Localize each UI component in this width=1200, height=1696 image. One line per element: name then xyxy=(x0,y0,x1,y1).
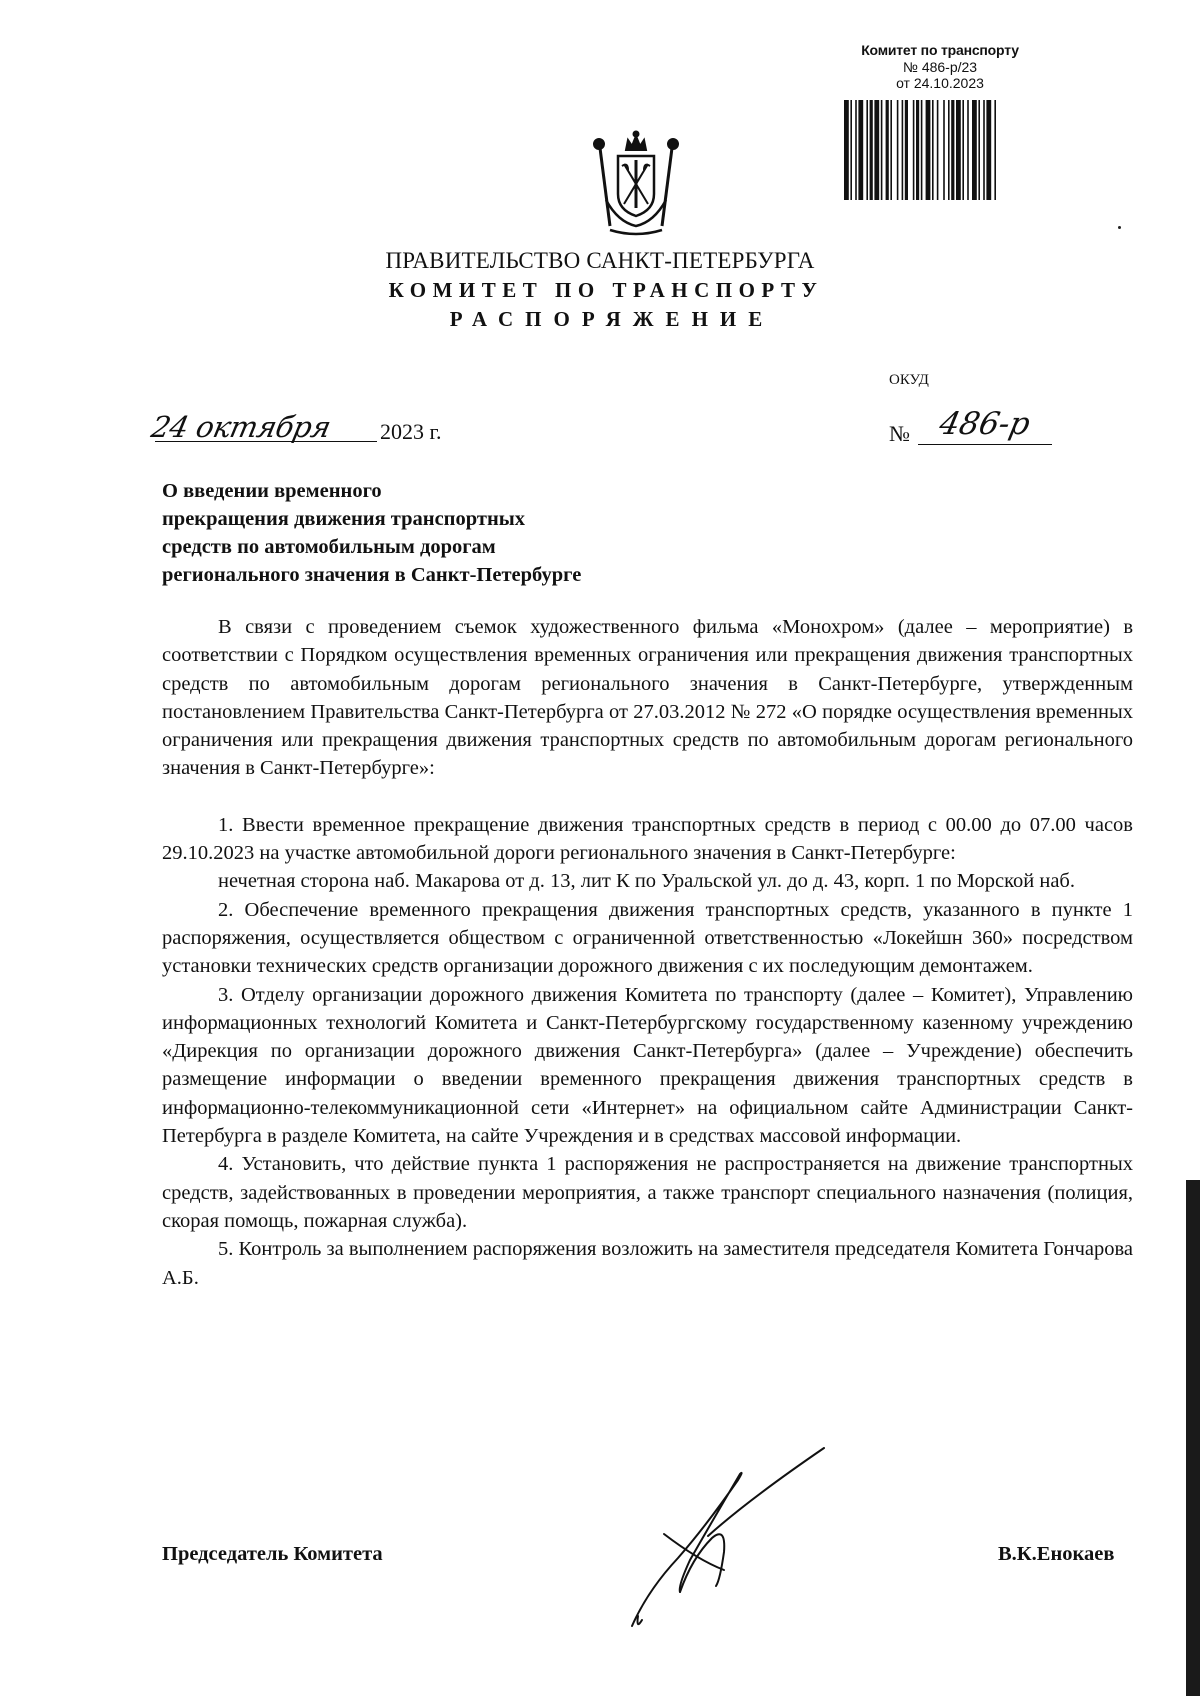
barcode-bar xyxy=(855,100,857,200)
item-1-paragraph: 1. Ввести временное прекращение движения транспортных средств в период с 00.00 до 07.00 часов 29.10.2023 на участке автомобильной дороги регионального значения в Санкт-Петербурге: xyxy=(162,813,1133,865)
barcode-bar xyxy=(866,100,868,200)
signatory-name: В.К.Енокаев xyxy=(998,1543,1115,1565)
barcode-bar xyxy=(902,100,904,200)
barcode-bar xyxy=(886,100,889,200)
barcode-bar xyxy=(913,100,915,200)
date-underline xyxy=(155,441,377,442)
barcode-bar xyxy=(948,100,950,200)
barcode-bar xyxy=(994,100,996,200)
title-line: прекращения движения транспортных xyxy=(162,508,526,530)
government-heading: ПРАВИТЕЛЬСТВО САНКТ-ПЕТЕРБУРГА xyxy=(385,248,815,273)
barcode-bar xyxy=(850,100,852,200)
coat-of-arms-icon xyxy=(588,130,684,238)
barcode-bar xyxy=(978,100,980,200)
item-4-paragraph: 4. Установить, что действие пункта 1 распоряжения не распространяется на движение транспортных средств, задействованных в проведении мероприятия, а также транспорт специального назначения (полиция, скорая помощь, пожарная служба). xyxy=(162,1153,1133,1232)
document-title xyxy=(162,477,581,589)
signatory-role: Председатель Комитета xyxy=(162,1543,383,1565)
handwritten-number: 486-р xyxy=(936,406,1034,442)
okud-label: ОКУД xyxy=(889,372,929,388)
title-line: средств по автомобильным дорогам xyxy=(162,536,496,558)
barcode-bar xyxy=(956,100,961,200)
barcode-bar xyxy=(932,100,934,200)
number-underline xyxy=(918,444,1052,445)
stamp-number: № 486-р/23 xyxy=(902,59,978,75)
handwritten-signature xyxy=(628,1440,828,1635)
barcode-bar xyxy=(967,100,969,200)
barcode-bar xyxy=(905,100,908,200)
stamp-organization: Комитет по транспорту xyxy=(861,42,1019,58)
barcode xyxy=(844,100,1038,200)
scan-edge xyxy=(1186,1180,1200,1696)
barcode-bar xyxy=(937,100,939,200)
barcode-bar xyxy=(943,100,945,200)
preamble-paragraph: В связи с проведением съемок художественного фильма «Монохром» (далее – мероприятие) в соответствии с Порядком осуществления временных ограничения или прекращения движения транспортных средств по автомобильным дорогам регионального значения в Санкт-Петербурге, утвержденным постановлением Правительства Санкт-Петербурга от 27.03.2012 № 272 «О порядке осуществления временных ограничения или прекращения движения транспортных средств по автомобильным дорогам регионального значения в Санкт-Петербурге»: xyxy=(162,616,1133,780)
barcode-bar xyxy=(890,100,892,200)
item-5-paragraph: 5. Контроль за выполнением распоряжения возложить на заместителя председателя Комитета Гончарова А.Б. xyxy=(162,1238,1133,1289)
title-line: регионального значения в Санкт-Петербурге xyxy=(162,564,582,586)
committee-heading: КОМИТЕТ ПО ТРАНСПОРТУ xyxy=(388,278,824,302)
barcode-bar xyxy=(858,100,863,200)
barcode-bar xyxy=(844,100,849,200)
document-type-heading: РАСПОРЯЖЕНИЕ xyxy=(449,307,775,331)
number-sign: № xyxy=(889,421,910,446)
item-2-paragraph: 2. Обеспечение временного прекращения движения транспортных средств, указанного в пункте 1 распоряжения, осуществляется обществом с ограниченной ответственностью «Локейшн 360» посредством установки технических средств организации дорожного движения с их последующим демонтажем. xyxy=(162,898,1133,978)
title-line: О введении временного xyxy=(162,480,382,502)
document-body xyxy=(162,613,1133,1292)
registration-stamp xyxy=(835,42,1045,91)
barcode-bar xyxy=(881,100,883,200)
barcode-bar xyxy=(921,100,923,200)
item-3-paragraph: 3. Отделу организации дорожного движения Комитета по транспорту (далее – Комитет), Управлению информационных технологий Комитета и Санкт-Петербургскому государственному казенному учреждению «Дирекция по организации дорожного движения Санкт-Петербурга» (далее – Учреждение) обеспечить размещение информации о введении временного прекращения движения транспортных средств в информационно-телекоммуникационной сети «Интернет» на официальном сайте Администрации Санкт-Петербурга в разделе Комитета, на сайте Учреждения и в средствах массовой информации. xyxy=(162,983,1133,1148)
barcode-bar xyxy=(962,100,964,200)
item-1-detail-paragraph: нечетная сторона наб. Макарова от д. 13, лит К по Уральской ул. до д. 43, корп. 1 по Морской наб. xyxy=(218,870,1075,893)
barcode-bar xyxy=(874,100,879,200)
barcode-bar xyxy=(916,100,919,200)
barcode-bar xyxy=(972,100,977,200)
barcode-bar xyxy=(870,100,873,200)
barcode-bar xyxy=(983,100,985,200)
barcode-bar xyxy=(926,100,931,200)
stamp-date: от 24.10.2023 xyxy=(896,75,984,91)
barcode-bar xyxy=(897,100,899,200)
barcode-bar xyxy=(951,100,954,200)
handwritten-date: 24 октября xyxy=(148,410,334,444)
date-year: 2023 г. xyxy=(380,419,442,444)
barcode-bar xyxy=(986,100,991,200)
scan-speck xyxy=(1118,226,1121,229)
